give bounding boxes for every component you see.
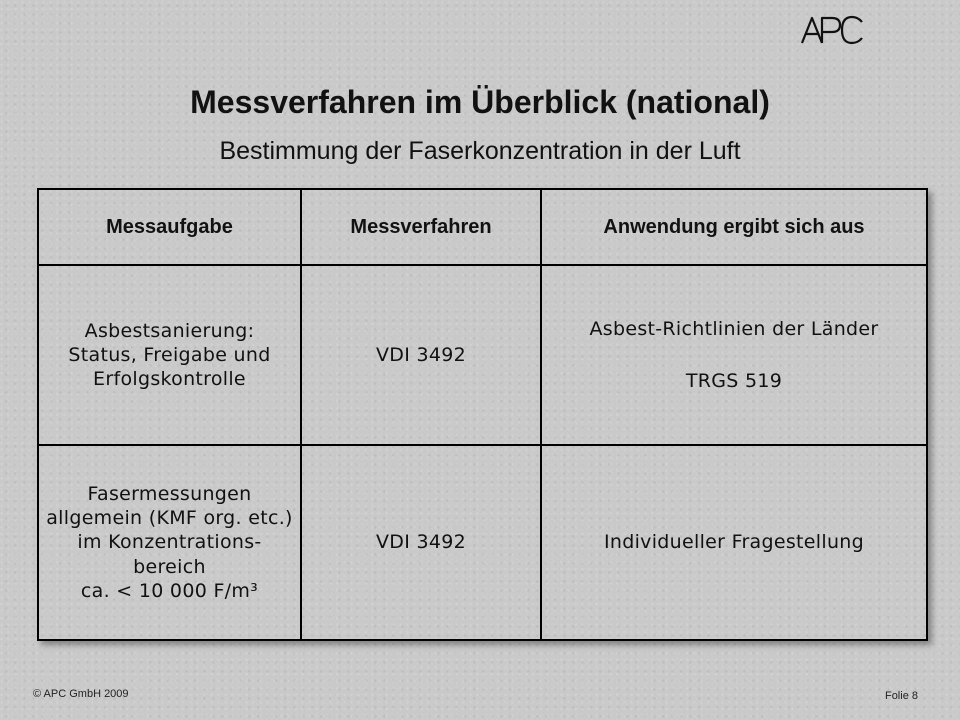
spacer xyxy=(548,341,920,369)
task-line: Asbestsanierung: xyxy=(84,319,255,342)
header-messverfahren: Messverfahren xyxy=(301,189,541,265)
logo-text: APC xyxy=(800,14,802,15)
measurement-methods-table xyxy=(37,188,928,641)
header-anwendung: Anwendung ergibt sich aus xyxy=(541,189,927,265)
method-cell: VDI 3492 xyxy=(301,265,541,445)
task-cell xyxy=(38,445,301,640)
application-line: TRGS 519 xyxy=(685,370,783,392)
application-cell xyxy=(541,445,927,640)
slide-title: Messverfahren im Überblick (national) xyxy=(190,84,770,120)
apc-logo xyxy=(800,14,864,46)
task-line: ca. < 10 000 F/m³ xyxy=(80,579,259,602)
table-header-row xyxy=(38,189,927,265)
slide-subtitle: Bestimmung der Faserkonzentration in der Luft xyxy=(219,137,741,165)
table-row xyxy=(38,445,927,640)
application-line: Individueller Fragestellung xyxy=(604,531,864,554)
task-line: Fasermessungen allgemein (KMF org. etc.) im Konzentrations-bereich xyxy=(46,482,293,578)
task-cell xyxy=(38,265,301,445)
method-cell: VDI 3492 xyxy=(301,445,541,640)
application-line: Asbest-Richtlinien der Länder xyxy=(589,317,879,340)
table-row xyxy=(38,265,927,445)
copyright-text: © APC GmbH 2009 xyxy=(33,688,129,700)
page-number: Folie 8 xyxy=(884,690,918,702)
application-cell xyxy=(541,265,927,445)
header-messaufgabe: Messaufgabe xyxy=(38,189,301,265)
task-line: Status, Freigabe und Erfolgskontrolle xyxy=(68,343,271,391)
